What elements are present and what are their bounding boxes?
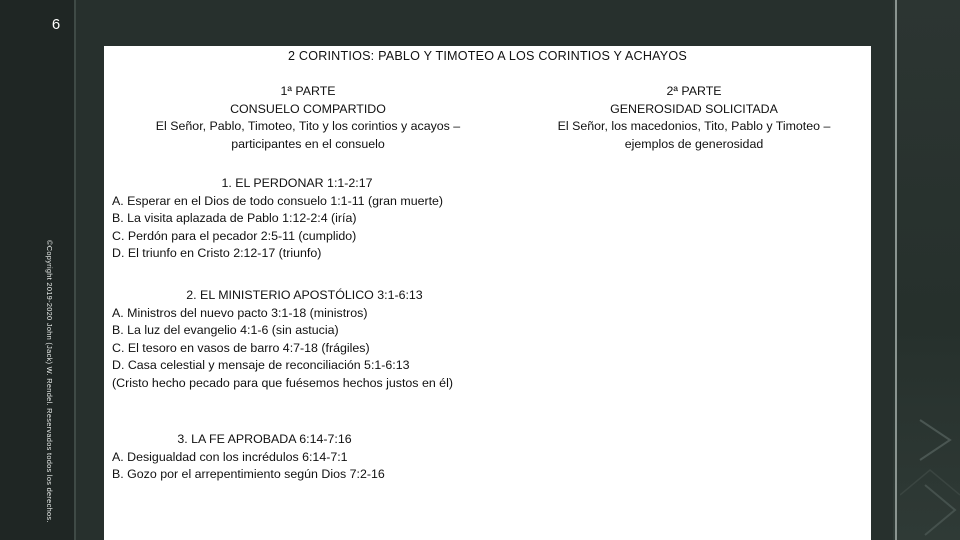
section-heading: 2. EL MINISTERIO APOSTÓLICO 3:1-6:13 xyxy=(186,288,423,302)
part-one-description-line1: El Señor, Pablo, Timoteo, Tito y los corintios y acayos – xyxy=(155,119,461,134)
part-one-heading: 1ª PARTE xyxy=(280,84,336,98)
outline-section-1 xyxy=(112,175,482,263)
content-box xyxy=(104,46,871,540)
section-heading: 1. EL PERDONAR 1:1-2:17 xyxy=(221,176,373,190)
right-divider-line xyxy=(895,0,897,540)
copyright-notice: ©Copyright 2019-2020 John (Jack) W. Rendel. Reservados todos los derechos. xyxy=(45,240,54,523)
outline-item: A. Desigualdad con los incrédulos 6:14-7:1 xyxy=(112,449,348,464)
chevron-decoration-icon xyxy=(900,400,960,540)
outline-item: D. Casa celestial y mensaje de reconciliación 5:1-6:13 xyxy=(112,358,410,373)
outline-item: C. El tesoro en vasos de barro 4:7-18 (frágiles) xyxy=(112,340,370,355)
outline-item: A. Ministros del nuevo pacto 3:1-18 (ministros) xyxy=(112,305,368,320)
outline-item: D. El triunfo en Cristo 2:12-17 (triunfo) xyxy=(112,246,322,261)
part-two-description-line2: ejemplos de generosidad xyxy=(624,136,764,151)
outline-item: (Cristo hecho pecado para que fuésemos hechos justos en él) xyxy=(112,375,453,390)
section-heading: 3. LA FE APROBADA 6:14-7:16 xyxy=(177,432,352,446)
outline-section-2 xyxy=(112,287,497,393)
part-one-subtitle: CONSUELO COMPARTIDO xyxy=(230,101,386,116)
page-number: 6 xyxy=(51,16,61,33)
outline-item: C. Perdón para el pecador 2:5-11 (cumplido) xyxy=(112,228,357,243)
slide-title: 2 CORINTIOS: PABLO Y TIMOTEO A LOS CORINTIOS Y ACHAYOS xyxy=(288,49,687,63)
outline-section-3 xyxy=(112,431,417,484)
outline-item: B. Gozo por el arrepentimiento según Dios 7:2-16 xyxy=(112,467,385,482)
part-two-heading: 2ª PARTE xyxy=(666,84,722,98)
left-divider-line xyxy=(74,0,76,540)
part-two xyxy=(524,83,864,153)
outline-item: B. La luz del evangelio 4:1-6 (sin astucia) xyxy=(112,323,339,338)
left-sidebar-strip xyxy=(0,0,74,540)
part-one-description-line2: participantes en el consuelo xyxy=(231,136,385,151)
outline-item: B. La visita aplazada de Pablo 1:12-2:4 (iría) xyxy=(112,211,357,226)
part-two-subtitle: GENEROSIDAD SOLICITADA xyxy=(610,101,778,116)
part-two-description-line1: El Señor, los macedonios, Tito, Pablo y Timoteo – xyxy=(557,119,831,134)
part-one xyxy=(108,83,508,153)
outline-item: A. Esperar en el Dios de todo consuelo 1:1-11 (gran muerte) xyxy=(112,193,444,208)
